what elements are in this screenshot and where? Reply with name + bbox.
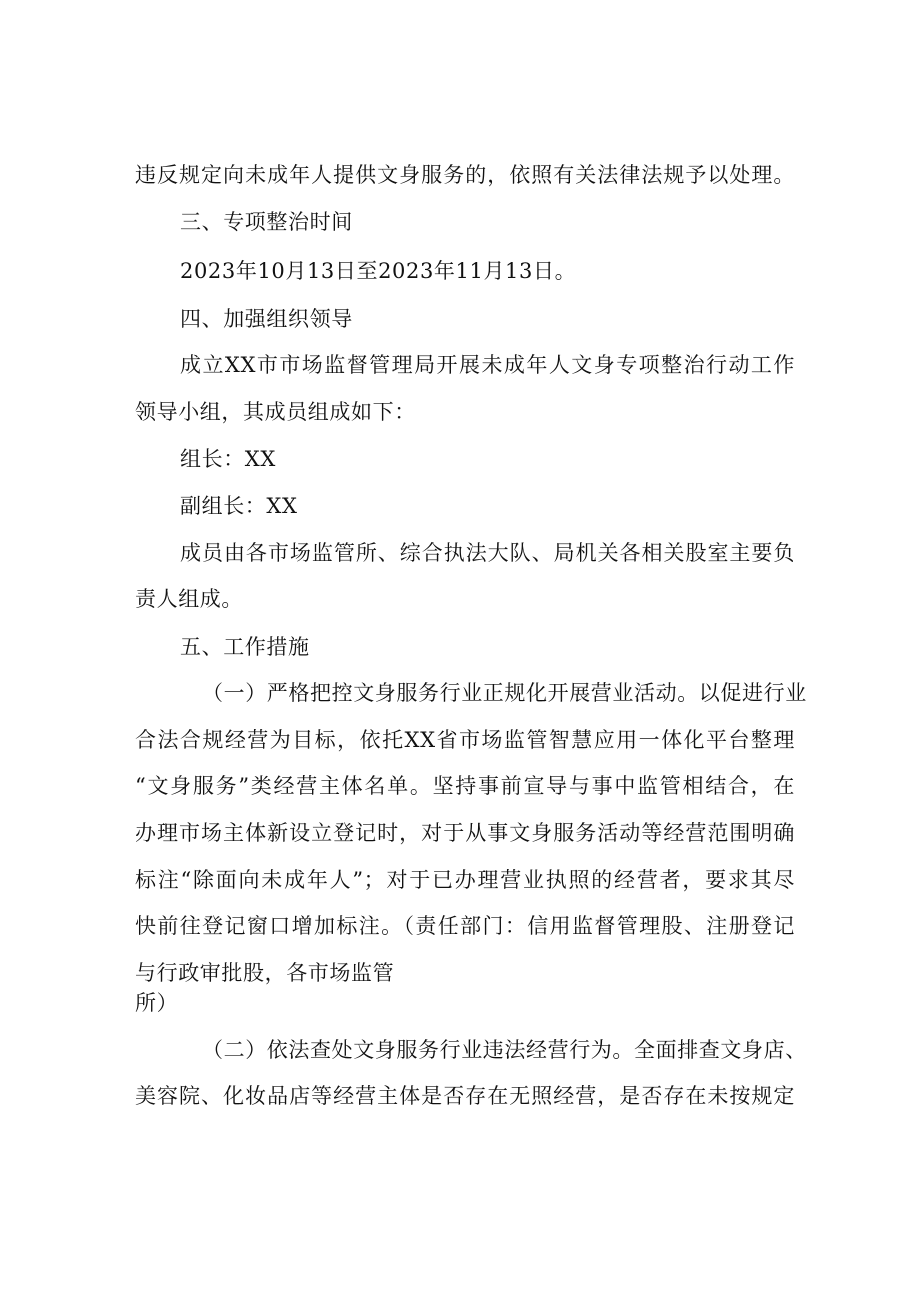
paragraph-line: 与行政审批股，各市场监管 [135,961,395,985]
paragraph-line: 违反规定向未成年人提供文身服务的，依照有关法律法规予以处理。 [135,163,795,187]
paragraph-line: 副组长：XX [180,494,298,518]
paragraph-line: 责人组成。 [135,587,243,611]
paragraph-line: 办理市场主体新设立登记时，对于从事文身服务活动等经营范围明确 [135,821,795,845]
paragraph-line: （二）依法查处文身服务行业违法经营行为。全面排查文身店、 [202,1038,807,1062]
section-heading: 四、加强组织领导 [180,307,353,331]
paragraph-line: “文身服务”类经营主体名单。坚持事前宣导与事中监管相结合，在 [135,774,795,798]
paragraph-line: 领导小组，其成员组成如下： [135,400,416,424]
paragraph-line: 2023年10月13日至2023年11月13日。 [180,259,577,283]
section-heading: 五、工作措施 [180,635,310,659]
paragraph-line: （一）严格把控文身服务行业正规化开展营业活动。以促进行业 [202,681,807,705]
paragraph-line: 合法合规经营为目标，依托XX省市场监管智慧应用一体化平台整理 [135,728,795,752]
paragraph-line: 成员由各市场监管所、综合执法大队、局机关各相关股室主要负 [180,541,795,565]
paragraph-line: 美容院、化妆品店等经营主体是否存在无照经营，是否存在未按规定 [135,1084,795,1108]
paragraph-line: 快前往登记窗口增加标注。（责任部门：信用监督管理股、注册登记 [135,914,795,938]
section-heading: 三、专项整治时间 [180,210,353,234]
paragraph-line: 所） [135,991,179,1015]
paragraph-line: 标注“除面向未成年人”；对于已办理营业执照的经营者，要求其尽 [135,868,795,892]
paragraph-line: 组长：XX [180,447,276,471]
paragraph-line: 成立XX市市场监督管理局开展未成年人文身专项整治行动工作 [180,353,795,377]
